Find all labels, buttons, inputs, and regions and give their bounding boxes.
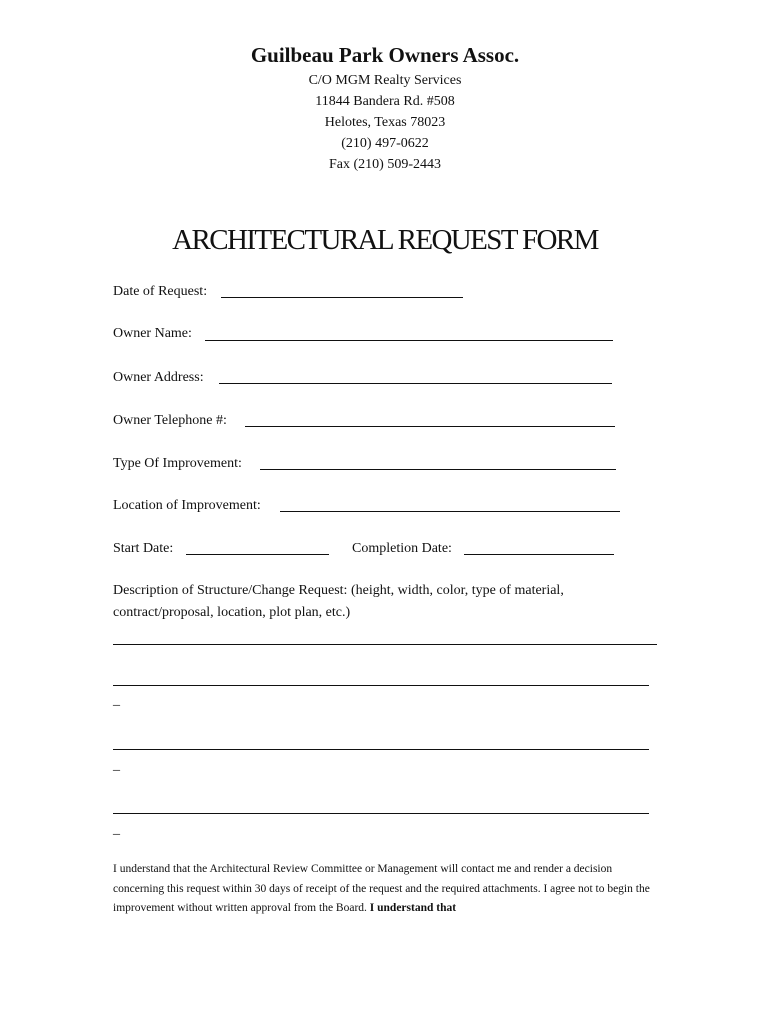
date-of-request-field[interactable] (221, 297, 463, 298)
owner-address-label: Owner Address: (113, 370, 204, 385)
phone-number: (210) 497-0622 (341, 136, 429, 151)
owner-telephone-field[interactable] (245, 426, 615, 427)
city-state-zip: Helotes, Texas 78023 (324, 115, 446, 130)
owner-address-field[interactable] (219, 383, 612, 384)
line-dash: _ (113, 822, 120, 837)
location-of-improvement-label: Location of Improvement: (113, 498, 261, 513)
date-of-request-label: Date of Request: (113, 284, 208, 299)
description-label: Description of Structure/Change Request: (height, width, color, type of material, contract/proposal, location, plot plan, etc.) (113, 583, 564, 620)
start-date-field[interactable] (186, 554, 329, 555)
association-name: Guilbeau Park Owners Assoc. (250, 43, 520, 67)
agreement-paragraph (113, 860, 653, 919)
completion-date-field[interactable] (464, 554, 614, 555)
description-line-4[interactable] (113, 813, 649, 814)
form-title: ARCHITECTURAL REQUEST FORM (172, 224, 598, 256)
location-of-improvement-field[interactable] (280, 511, 620, 512)
association-header (0, 40, 770, 175)
type-of-improvement-label: Type Of Improvement: (113, 456, 242, 471)
agreement-text: I understand that the Architectural Review Committee or Management will contact me and render a decision concerning this request within 30 days of receipt of the request and the required attachments. I agree not to begin the improvement without written approval from the Board. (113, 863, 650, 914)
street-address: 11844 Bandera Rd. #508 (315, 94, 455, 109)
completion-date-label: Completion Date: (352, 541, 452, 556)
description-line-3[interactable] (113, 749, 649, 750)
care-of-line: C/O MGM Realty Services (308, 73, 462, 88)
start-date-label: Start Date: (113, 541, 174, 556)
description-line-1[interactable] (113, 644, 657, 645)
owner-name-field[interactable] (205, 340, 613, 341)
line-dash: _ (113, 693, 120, 708)
type-of-improvement-field[interactable] (260, 469, 616, 470)
line-dash: _ (113, 758, 120, 773)
description-line-2[interactable] (113, 685, 649, 686)
owner-name-label: Owner Name: (113, 326, 192, 341)
fax-number: Fax (210) 509-2443 (329, 157, 441, 172)
agreement-bold-text: I understand that (369, 902, 457, 914)
owner-telephone-label: Owner Telephone #: (113, 413, 227, 428)
